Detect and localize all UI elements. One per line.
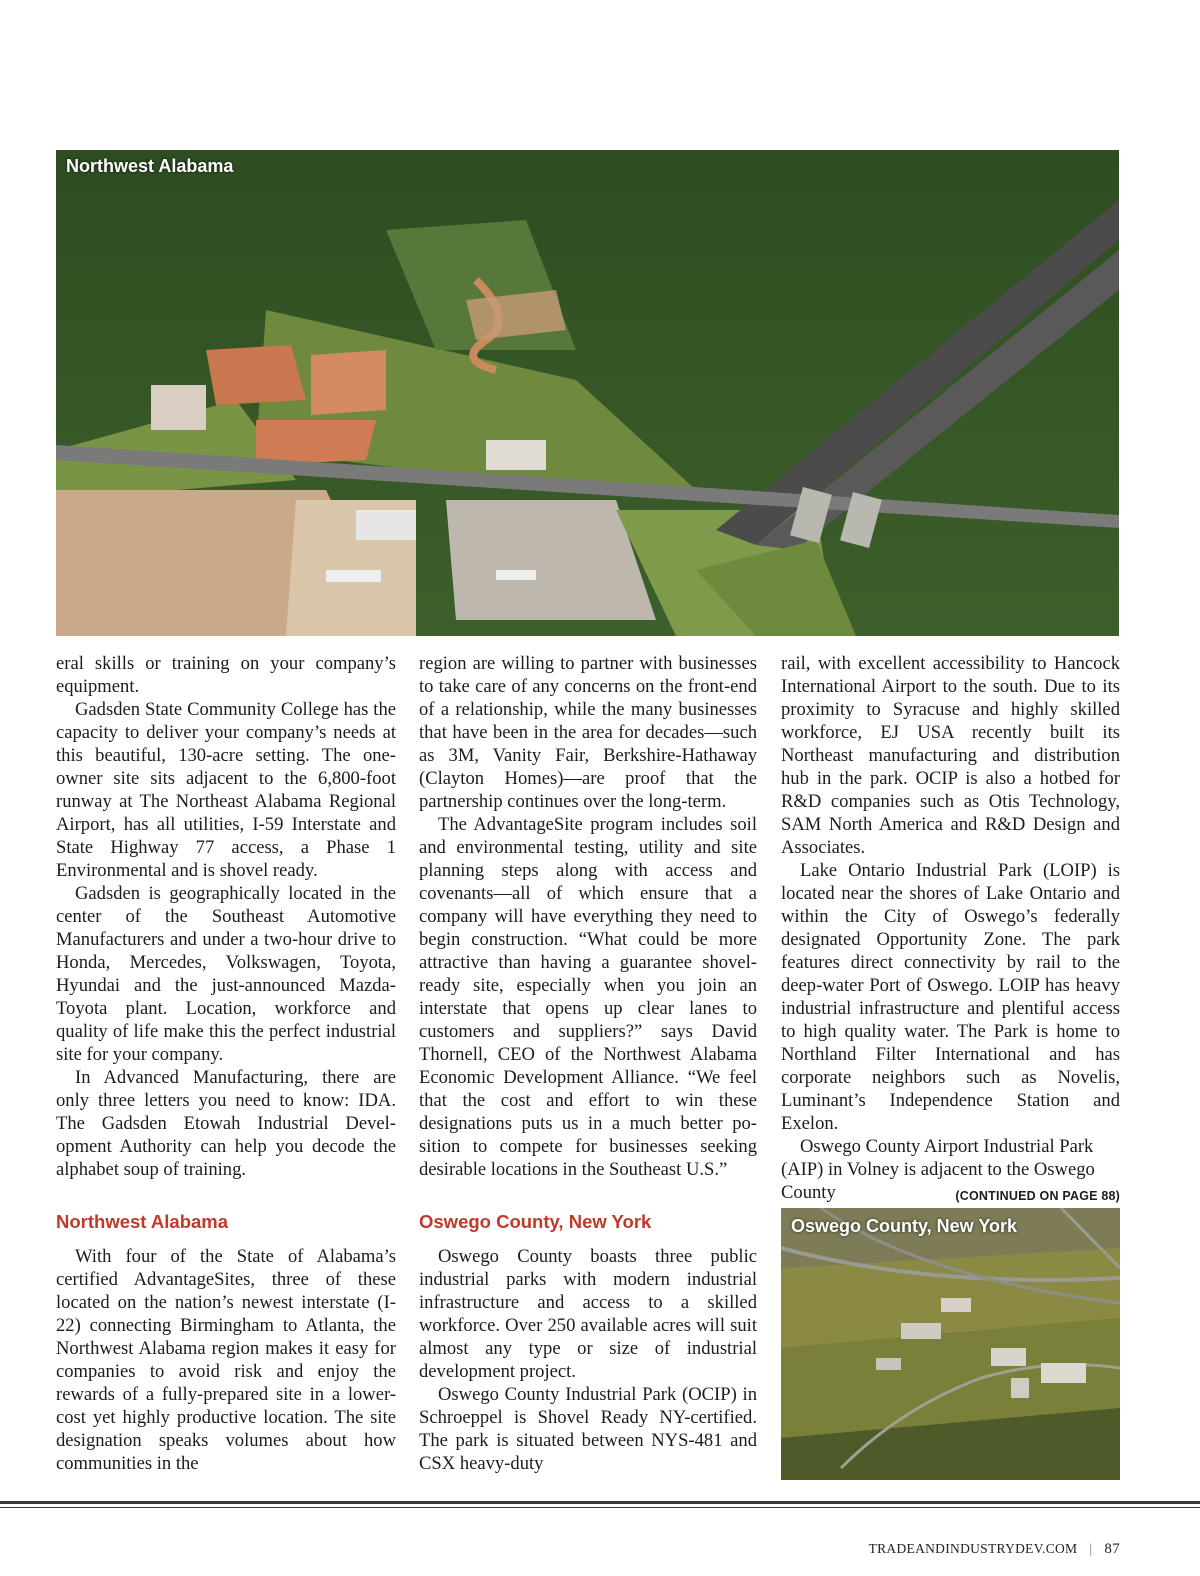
paragraph: rail, with excellent accessibility to Hancock International Airport to the south. Due to its proximity to Syracuse and highly skilled workforce, EJ USA recently built its Northeast manufacturing and distribution hub in the park. OCIP is also a hotbed for R&D companies such as Otis Technology, SAM North America and R&D Design and Associates. (781, 653, 1120, 858)
paragraph: eral skills or training on your company’s equipment. (56, 653, 396, 697)
footer-site-link[interactable]: TRADEANDINDUSTRYDEV.COM (868, 1541, 1078, 1556)
article-column-2-lower (419, 1245, 757, 1475)
paragraph: Gadsden is geographically located in the center of the Southeast Automotive Manufacturers and under a two-hour drive to Honda, Mercedes, Volkswagen, Toyota, Hyundai and the just-announced Mazda-Toyota plant. Location, workforce and quality of life make this the perfect industrial site for your company. (56, 883, 396, 1065)
photo-caption-oswego-county: Oswego County, New York (791, 1216, 1018, 1236)
paragraph: Oswego County boasts three public industrial parks with modern industrial infrastructure and access to a skilled workforce. Over 250 available acres will suit almost any type or size of industrial development project. (419, 1246, 757, 1382)
article-column-3 (781, 652, 1120, 1208)
article-column-1-lower (56, 1245, 396, 1475)
section-heading-northwest-alabama: Northwest Alabama (56, 1211, 229, 1232)
paragraph: Oswego County Industrial Park (OCIP) in Schroeppel is Shovel Ready NY-certified. The park is situated between NYS-481 and CSX heavy-duty (419, 1384, 757, 1474)
paragraph: In Advanced Manufacturing, there are only three letters you need to know: IDA. The Gadsden Etowah Industrial Development Authority can help you decode the alphabet soup of training. (56, 1067, 396, 1180)
section-heading-oswego-county: Oswego County, New York (419, 1211, 652, 1232)
paragraph: Gadsden State Community College has the capacity to deliver your company’s needs at this beautiful, 130-acre setting. The one-owner site sits adjacent to the 6,800-foot runway at The Northeast Alabama Regional Airport, has all utilities, I-59 Interstate and State Highway 77 access, a Phase 1 Environmental and is shovel ready. (56, 699, 396, 881)
paragraph: Lake Ontario Industrial Park (LOIP) is located near the shores of Lake Ontario and within the City of Oswego’s federally designated Opportunity Zone. The park features direct connectivity by rail to the deep-water Port of Oswego. LOIP has heavy industrial infrastructure and plentiful access to high quality water. The Park is home to Northland Filter International and has corporate neighbors such as Novelis, Luminant’s Independence Station and Exelon. (781, 860, 1120, 1134)
photo-caption-northwest-alabama: Northwest Alabama (66, 156, 234, 176)
bottom-aerial-photo (781, 1208, 1120, 1480)
bottom-aerial-image (781, 1208, 1120, 1480)
paragraph: The AdvantageSite program includes soil and environmental testing, utility and site planning steps along with access and covenants—all of which ensure that a company will have everything they need to begin construction. “What could be more attractive than having a guarantee shovel-ready site, especially when you join an interstate that opens up clear lanes to customers and suppliers?” says David Thornell, CEO of the Northwest Alabama Economic Development Alliance. “We feel that the cost and effort to win these designations puts us in a much better position to compete for businesses seeking desirable locations in the Southeast U.S.” (419, 814, 757, 1180)
footer-rule-thick (0, 1501, 1200, 1504)
paragraph: With four of the State of Alabama’s certified AdvantageSites, three of these located on the nation’s newest interstate (I-22) connecting Birmingham to Atlanta, the Northwest Alabama region makes it easy for companies to avoid risk and enjoy the rewards of a fully-prepared site in a lower-cost yet highly productive location. The site designation speaks volumes about how communities in the (56, 1246, 396, 1474)
paragraph: region are willing to partner with businesses to take care of any concerns on the front-end of a relationship, while the many businesses that have been in the area for decades—such as 3M, Vanity Fair, Berkshire-Hathaway (Clayton Homes)—are proof that the partnership continues over the long-term. (419, 653, 757, 812)
paragraph-with-continuation (781, 1135, 1120, 1204)
footer-rule-thin (0, 1507, 1200, 1508)
page-number: 87 (1104, 1541, 1120, 1557)
top-aerial-photo (56, 150, 1119, 636)
page-footer (869, 1541, 1120, 1558)
continued-on-page-link[interactable]: (CONTINUED ON PAGE 88) (955, 1189, 1120, 1203)
article-column-2 (419, 652, 757, 1181)
footer-separator: | (1089, 1541, 1093, 1556)
article-column-1 (56, 652, 396, 1181)
top-aerial-image (56, 150, 1119, 636)
paragraph: Oswego County Airport Industrial Park (AIP) in Volney is adjacent to the Oswego County (781, 1136, 1095, 1203)
